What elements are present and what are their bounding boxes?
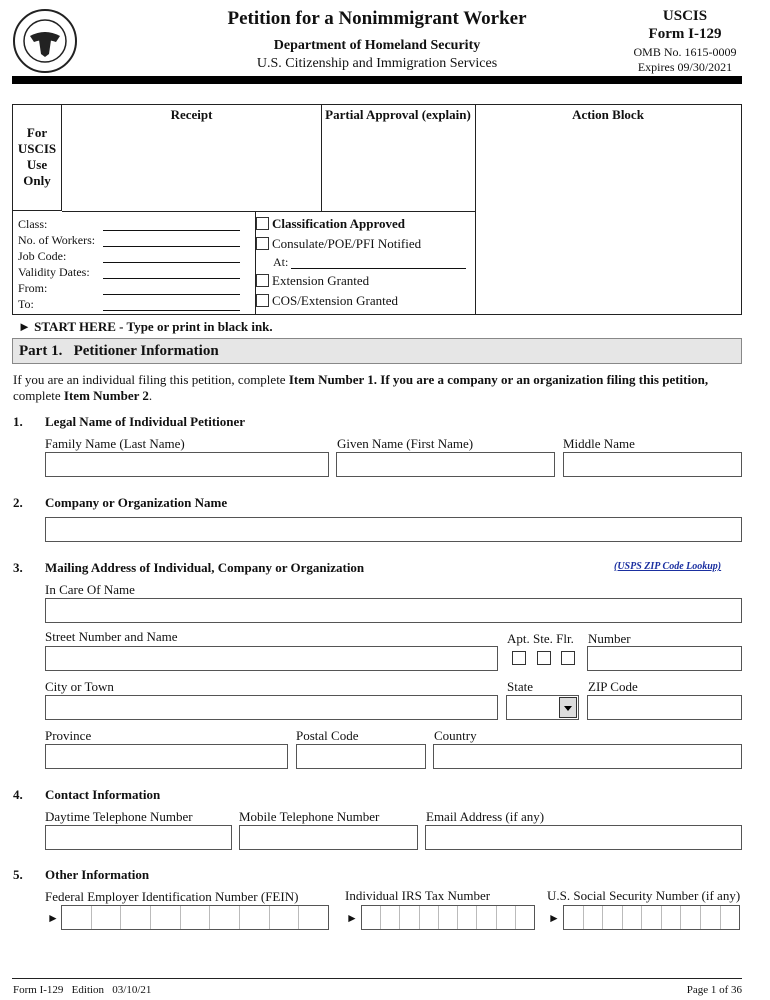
at-label: At:	[273, 255, 289, 269]
cos-extension-check[interactable]	[256, 293, 398, 309]
for-uscis-column	[13, 105, 62, 211]
fein-input[interactable]	[61, 905, 329, 930]
dropdown-arrow-icon[interactable]	[559, 697, 577, 718]
use-word: Use	[26, 157, 48, 172]
zip-lookup-link[interactable]: (USPS ZIP Code Lookup)	[614, 561, 722, 572]
zip-label: ZIP Code	[588, 679, 638, 694]
given-name-label: Given Name (First Name)	[337, 436, 474, 451]
class-line[interactable]	[103, 230, 240, 231]
footer-rule	[12, 978, 742, 979]
omb-number: OMB No. 1615-0009	[633, 45, 737, 59]
class-label: Class:	[18, 217, 48, 231]
middle-name-input[interactable]	[563, 452, 742, 477]
intro-text-b: Item Number 1. If you are a company or an organization filing this petition,	[288, 372, 709, 387]
item5-title: Other Information	[45, 867, 150, 882]
from-label: From:	[18, 281, 48, 295]
in-care-of-label: In Care Of Name	[45, 582, 135, 597]
item1-number: 1.	[13, 414, 23, 429]
for-label: For	[26, 125, 48, 140]
fein-label: Federal Employer Identification Number (FEIN)	[45, 889, 299, 904]
state-select[interactable]	[506, 695, 579, 720]
mobile-phone-label: Mobile Telephone Number	[239, 809, 380, 824]
item2-number: 2.	[13, 495, 23, 510]
checkbox[interactable]	[256, 217, 269, 230]
checkbox[interactable]	[256, 274, 269, 287]
family-name-input[interactable]	[45, 452, 329, 477]
province-label: Province	[45, 728, 92, 743]
checkbox[interactable]	[256, 237, 269, 250]
expiration-date: Expires 09/30/2021	[637, 60, 733, 74]
part1-header-bar	[12, 338, 742, 364]
family-name-label: Family Name (Last Name)	[45, 436, 185, 451]
intro-text-d: Item Number 2	[63, 388, 149, 403]
street-input[interactable]	[45, 646, 498, 671]
checkbox[interactable]	[256, 294, 269, 307]
zip-code-input[interactable]	[587, 695, 742, 720]
ssn-label: U.S. Social Security Number (if any)	[547, 888, 741, 903]
daytime-phone-input[interactable]	[45, 825, 232, 850]
from-line[interactable]	[103, 294, 240, 295]
partial-approval-header: Partial Approval (explain)	[325, 107, 471, 122]
validity-line[interactable]	[103, 278, 240, 279]
approval-checks	[256, 211, 475, 314]
intro-text-e: .	[148, 388, 153, 403]
given-name-input[interactable]	[336, 452, 555, 477]
uscis-use-only-box	[12, 104, 742, 315]
validity-label: Validity Dates:	[18, 265, 90, 279]
consulate-notified-check[interactable]	[256, 236, 421, 252]
item3-title: Mailing Address of Individual, Company or Organization	[45, 560, 365, 575]
start-here-instruction: ► START HERE - Type or print in black ink.	[18, 319, 273, 334]
apt-ste-flr-label: Apt. Ste. Flr.	[507, 631, 574, 646]
province-input[interactable]	[45, 744, 288, 769]
city-label: City or Town	[45, 679, 114, 694]
item3-number: 3.	[13, 560, 23, 575]
company-name-input[interactable]	[45, 517, 742, 542]
classification-approved-check[interactable]	[256, 216, 405, 232]
consulate-label: Consulate/POE/PFI Notified	[272, 236, 422, 251]
agency-name: U.S. Citizenship and Immigration Services	[256, 56, 498, 71]
apt-number-input[interactable]	[587, 646, 742, 671]
item5-number: 5.	[13, 867, 23, 882]
postal-code-label: Postal Code	[296, 728, 359, 743]
item4-title: Contact Information	[45, 787, 161, 802]
irs-tax-input[interactable]	[361, 905, 535, 930]
fein-arrow-icon: ►	[47, 911, 59, 925]
header-rule	[12, 76, 742, 84]
email-label: Email Address (if any)	[426, 809, 545, 824]
extension-label: Extension Granted	[272, 273, 370, 288]
item2-title: Company or Organization Name	[45, 495, 228, 510]
part1-title: Part 1. Petitioner Information	[19, 343, 219, 359]
class-field-group	[13, 211, 256, 314]
email-input[interactable]	[425, 825, 742, 850]
daytime-phone-label: Daytime Telephone Number	[45, 809, 193, 824]
ssn-arrow-icon: ►	[548, 911, 560, 925]
extension-granted-check[interactable]	[256, 273, 369, 289]
country-input[interactable]	[433, 744, 742, 769]
city-input[interactable]	[45, 695, 498, 720]
state-label: State	[507, 679, 533, 694]
intro-text-a: If you are an individual filing this petition, complete	[13, 372, 289, 387]
action-block-divider	[475, 105, 476, 314]
apt-checkbox[interactable]	[512, 651, 526, 665]
item4-number: 4.	[13, 787, 23, 802]
intro-text-c: complete	[13, 388, 64, 403]
receipt-header: Receipt	[170, 107, 213, 122]
flr-checkbox[interactable]	[561, 651, 575, 665]
middle-name-label: Middle Name	[563, 436, 635, 451]
footer-page-number: Page 1 of 36	[686, 984, 742, 996]
part1-intro	[13, 372, 748, 404]
workers-label: No. of Workers:	[18, 233, 96, 247]
ste-checkbox[interactable]	[537, 651, 551, 665]
action-block-header: Action Block	[572, 107, 644, 122]
ssn-input[interactable]	[563, 905, 740, 930]
classification-label: Classification Approved	[272, 216, 406, 231]
job-code-label: Job Code:	[18, 249, 67, 263]
dept-name: Department of Homeland Security	[273, 38, 481, 53]
to-label: To:	[18, 297, 34, 311]
cos-label: COS/Extension Granted	[272, 293, 399, 308]
postal-code-input[interactable]	[296, 744, 426, 769]
workers-line[interactable]	[103, 246, 240, 247]
item1-title: Legal Name of Individual Petitioner	[45, 414, 246, 429]
job-code-line[interactable]	[103, 262, 240, 263]
street-label: Street Number and Name	[45, 629, 178, 644]
uscis-label: USCIS	[662, 8, 708, 24]
number-label: Number	[588, 631, 631, 646]
form-title: Petition for a Nonimmigrant Worker	[227, 8, 527, 29]
in-care-of-input[interactable]	[45, 598, 742, 623]
only-word: Only	[23, 173, 51, 188]
irs-tax-label: Individual IRS Tax Number	[345, 888, 491, 903]
to-line[interactable]	[103, 310, 240, 311]
uscis-word: USCIS	[17, 141, 57, 156]
form-number: Form I-129	[648, 26, 722, 42]
mobile-phone-input[interactable]	[239, 825, 418, 850]
at-line[interactable]	[291, 268, 466, 269]
irs-arrow-icon: ►	[346, 911, 358, 925]
footer-edition: Form I-129 Edition 03/10/21	[13, 984, 152, 996]
country-label: Country	[434, 728, 477, 743]
